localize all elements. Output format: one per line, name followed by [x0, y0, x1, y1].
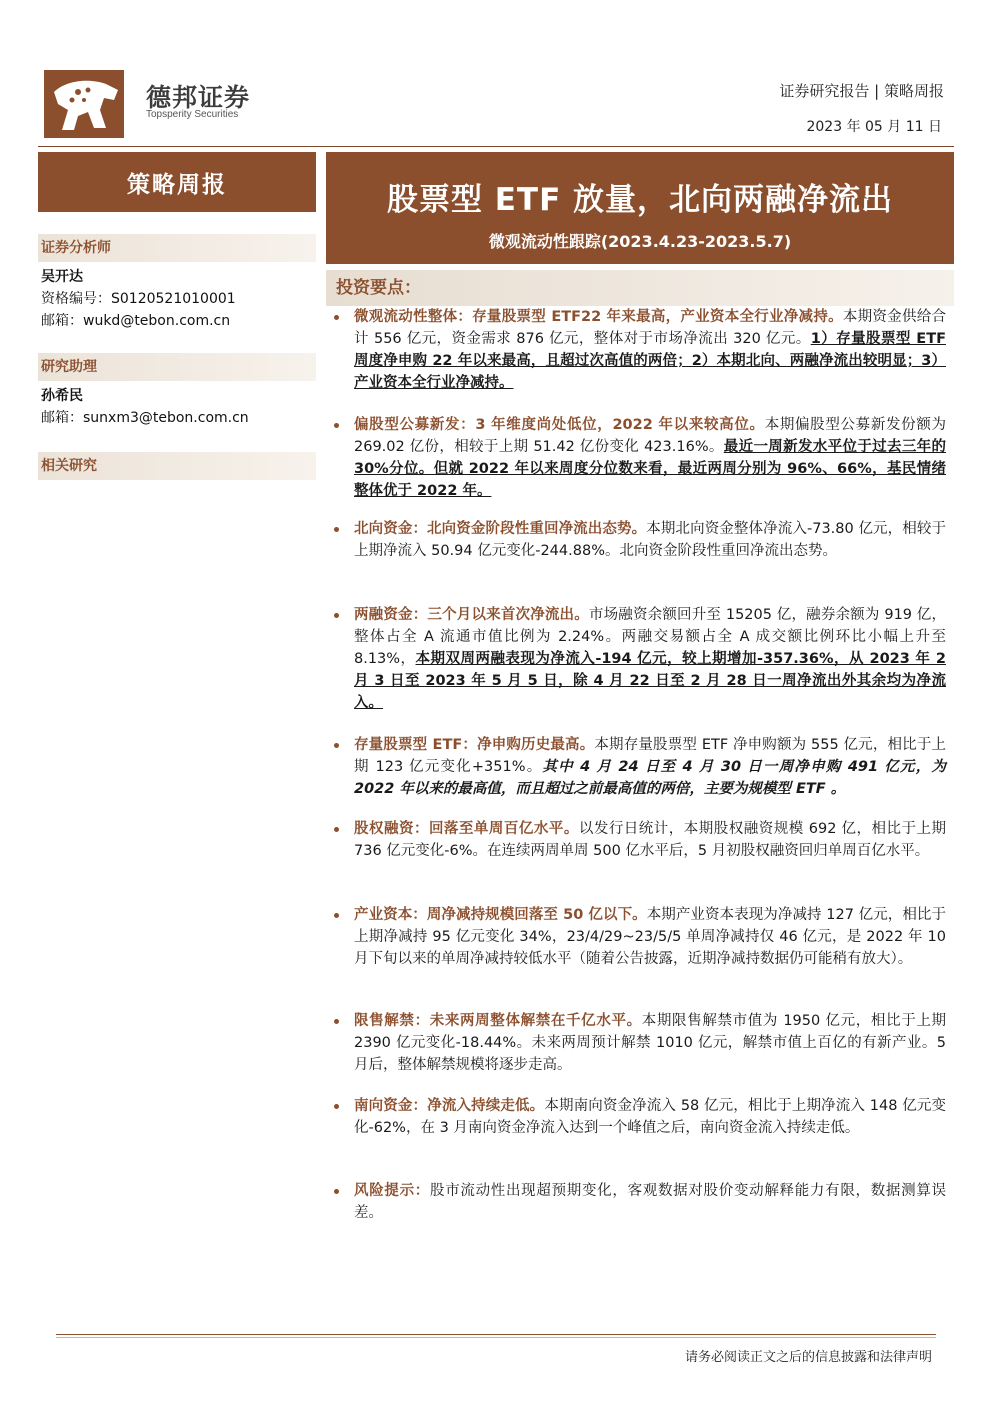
bullet-icon	[334, 743, 339, 748]
bullet-icon	[334, 613, 339, 618]
bullet-icon	[334, 1019, 339, 1024]
analyst-name: 吴开达	[41, 269, 83, 285]
bullet-icon	[334, 423, 339, 428]
point-liquidity-overall: 微观流动性整体：存量股票型 ETF22 年来最高，产业资本全行业净减持。本期资金供给合计 556 亿元，资金需求 876 亿元，整体对于市场净流出 320 亿元。1）存量股票型 ETF 周度净申购 22 年以来最高，且超过次高值的两倍；2）本期北向、两融净流出较明显；3）产业资本全行业净减持。	[334, 306, 946, 394]
point-industry-capital: 产业资本：周净减持规模回落至 50 亿以下。本期产业资本表现为净减持 127 亿元，相比于上期净减持 95 亿元变化 34%，23/4/29~23/5/5 单周净减持仅 46 亿元，是 2022 年 10 月下旬以来的单周净减持较低水平（随着公告披露，近期净减持数据仍可能稍有放大）。	[334, 904, 946, 970]
analyst-section-header: 证券分析师	[38, 234, 316, 262]
bullet-icon	[334, 1104, 339, 1109]
header-rule	[38, 146, 954, 147]
assistant-name: 孙希民	[41, 388, 83, 404]
analyst-email[interactable]: 邮箱：wukd@tebon.com.cn	[41, 313, 231, 329]
point-southbound: 南向资金：净流入持续走低。本期南向资金净流入 58 亿元，相比于上期净流入 148 亿元变化-62%，在 3 月南向资金净流入达到一个峰值之后，南向资金流入持续走低。	[334, 1095, 946, 1139]
assistant-section-header: 研究助理	[38, 353, 316, 381]
company-name-cn: 德邦证券	[146, 83, 251, 112]
page-subtitle: 微观流动性跟踪(2023.4.23-2023.5.7)	[488, 232, 792, 251]
point-risk: 风险提示：股市流动性出现超预期变化，客观数据对股价变动解释能力有限，数据测算误差。	[334, 1180, 946, 1224]
point-fund-issuance: 偏股型公募新发：3 年维度尚处低位，2022 年以来较高位。本期偏股型公募新发份额为 269.02 亿份，相较于上期 51.42 亿份变化 423.16%。最近一周新发水平位于过去三年的 30%分位。但就 2022 年以来周度分位数来看，最近两周分别为 96%、66%，基民情绪整体优于 2022 年。	[334, 414, 946, 502]
point-lockup-expiry: 限售解禁：未来两周整体解禁在千亿水平。本期限售解禁市值为 1950 亿元，相比于上期 2390 亿元变化-18.44%。未来两周预计解禁 1010 亿元，解禁市值上百亿的有新产业。5 月后，整体解禁规模将逐步走高。	[334, 1010, 946, 1076]
footer-rule	[56, 1334, 936, 1335]
point-margin-trading: 两融资金：三个月以来首次净流出。市场融资余额回升至 15205 亿，融券余额为 919 亿，整体占全 A 流通市值比例为 2.24%。两融交易额占全 A 成交额比例环比小幅上升至 8.13%，本期双周两融表现为净流入-194 亿元，较上期增加-357.36%，从 2023 年 2 月 3 日至 2023 年 5 月 5 日，除 4 月 22 日至 2 月 28 日一周净流出外其余均为净流入。	[334, 604, 946, 714]
footer-disclaimer[interactable]: 请务必阅读正文之后的信息披露和法律声明	[684, 1350, 932, 1365]
footer-rule-secondary	[56, 1337, 936, 1338]
bullet-icon	[334, 527, 339, 532]
company-logo	[44, 70, 124, 138]
bullet-icon	[334, 913, 339, 918]
bullet-icon	[334, 827, 339, 832]
bullet-icon	[334, 1189, 339, 1194]
related-research-header: 相关研究	[38, 452, 316, 480]
report-category: 证券研究报告 | 策略周报	[779, 82, 944, 100]
analyst-cert: 资格编号：S0120521010001	[41, 291, 236, 307]
point-northbound: 北向资金：北向资金阶段性重回净流出态势。本期北向资金整体净流入-73.80 亿元，相较于上期净流入 50.94 亿元变化-244.88%。北向资金阶段性重回净流出态势。	[334, 518, 946, 562]
report-type-banner: 策略周报	[38, 152, 316, 212]
report-date: 2023 年 05 月 11 日	[806, 119, 942, 135]
investment-points-header: 投资要点：	[326, 270, 954, 306]
assistant-email[interactable]: 邮箱：sunxm3@tebon.com.cn	[41, 410, 249, 426]
page-title: 股票型 ETF 放量，北向两融净流出	[386, 182, 894, 218]
point-etf: 存量股票型 ETF：净申购历史最高。本期存量股票型 ETF 净申购额为 555 亿元，相比于上期 123 亿元变化+351%。其中 4 月 24 日至 4 月 30 日一周净申购 491 亿元，为 2022 年以来的最高值，而且超过之前最高值的两倍，主要为规模型 ETF 。	[334, 734, 946, 800]
title-banner	[326, 152, 954, 264]
bullet-icon	[334, 315, 339, 320]
point-equity-financing: 股权融资：回落至单周百亿水平。以发行日统计，本期股权融资规模 692 亿，相比于上期 736 亿元变化-6%。在连续两周单周 500 亿水平后，5 月初股权融资回归单周百亿水平。	[334, 818, 946, 862]
company-name-en: Topsperity Securities	[146, 109, 239, 120]
